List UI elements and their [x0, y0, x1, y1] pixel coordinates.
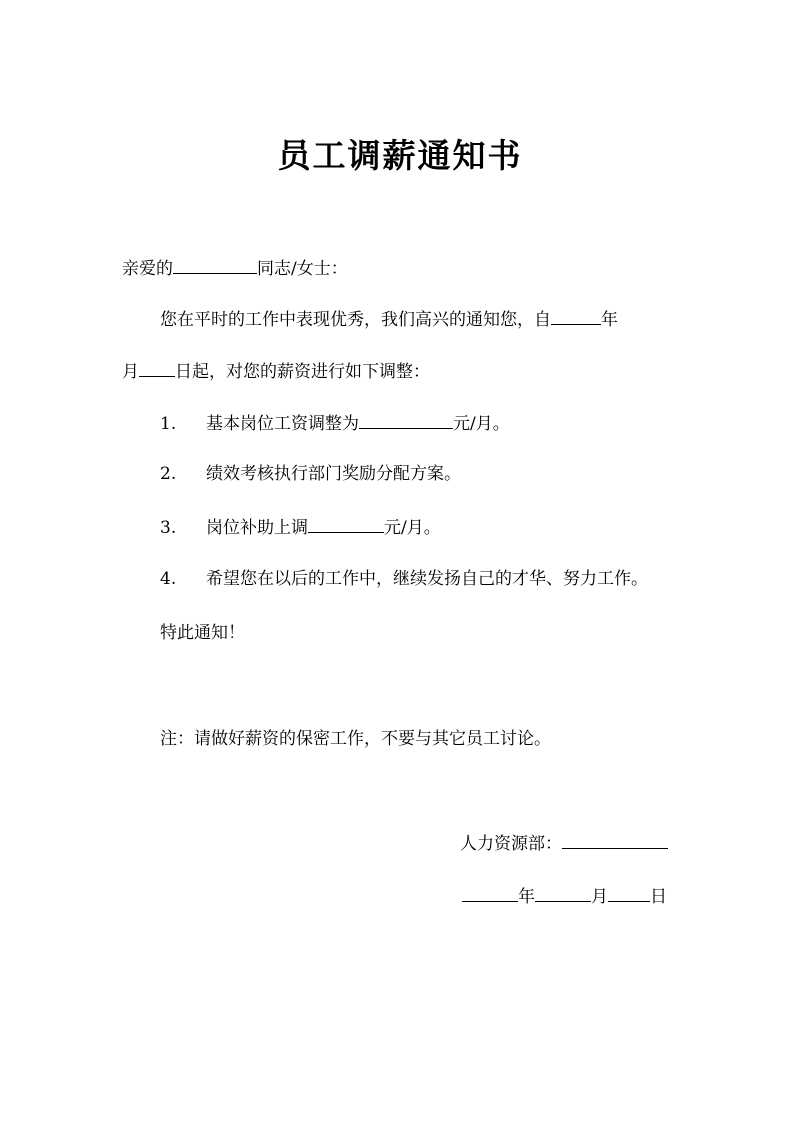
greeting-line — [122, 255, 348, 281]
item-number: 3. — [160, 518, 177, 538]
item-text: 绩效考核执行部门奖励分配方案。 — [206, 464, 461, 484]
document-title: 员工调薪通知书 — [277, 136, 523, 175]
allowance-blank[interactable] — [308, 514, 384, 533]
closing-text: 特此通知！ — [160, 623, 245, 643]
list-item — [160, 567, 648, 591]
base-salary-blank[interactable] — [359, 410, 453, 429]
item-number: 2. — [160, 464, 177, 484]
dept-label: 人力资源部： — [460, 834, 562, 854]
list-item — [160, 462, 461, 486]
greeting-suffix: 同志/女士： — [257, 259, 348, 279]
sign-month-label: 月 — [591, 887, 608, 907]
intro-line-2 — [122, 358, 430, 384]
item-number: 1. — [160, 414, 177, 434]
sign-month-blank[interactable] — [535, 883, 591, 902]
intro-line-1 — [160, 306, 618, 332]
day-blank[interactable] — [139, 358, 175, 377]
intro-part2: 日起，对您的薪资进行如下调整： — [175, 362, 430, 382]
greeting-prefix: 亲爱的 — [122, 259, 173, 279]
confidentiality-note: 注：请做好薪资的保密工作，不要与其它员工讨论。 — [160, 729, 551, 749]
signature-date-line — [462, 883, 667, 909]
intro-month: 月 — [122, 362, 139, 382]
intro-year: 年 — [601, 310, 618, 330]
signature-dept-line — [460, 830, 668, 856]
sign-day-label: 日 — [650, 887, 667, 907]
intro-part1: 您在平时的工作中表现优秀，我们高兴的通知您，自 — [160, 310, 551, 330]
item-text: 基本岗位工资调整为 — [206, 414, 359, 434]
item-unit: 元/月。 — [384, 518, 441, 538]
dept-signature-blank[interactable] — [562, 830, 668, 849]
name-blank[interactable] — [173, 255, 257, 274]
item-text: 希望您在以后的工作中，继续发扬自己的才华、努力工作。 — [206, 569, 648, 589]
year-blank[interactable] — [551, 306, 601, 325]
item-unit: 元/月。 — [453, 414, 510, 434]
list-item — [160, 514, 441, 540]
item-text: 岗位补助上调 — [206, 518, 308, 538]
sign-year-label: 年 — [518, 887, 535, 907]
list-item — [160, 410, 510, 436]
sign-day-blank[interactable] — [608, 883, 650, 902]
sign-year-blank[interactable] — [462, 883, 518, 902]
item-number: 4. — [160, 569, 177, 589]
